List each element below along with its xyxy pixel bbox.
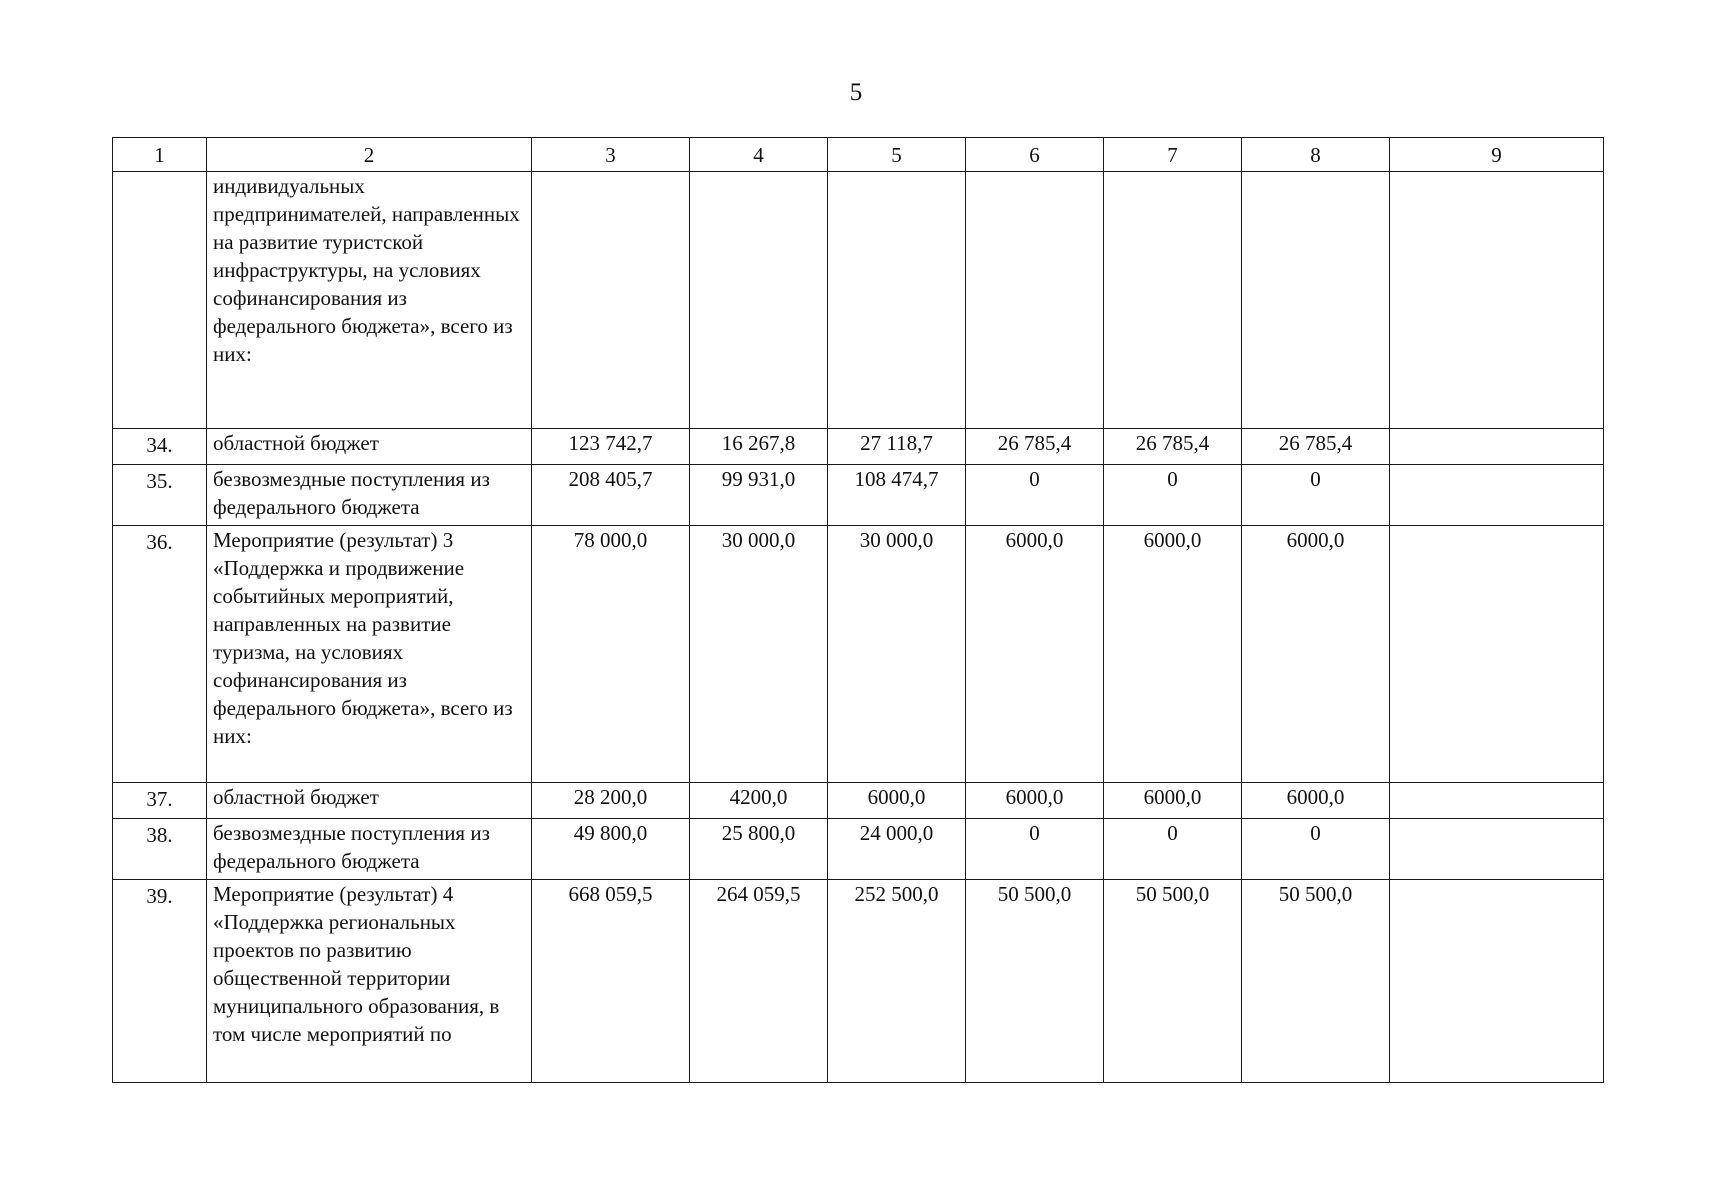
value-col-3: 668 059,5 [532,880,690,1083]
value-col-6: 0 [966,465,1104,526]
value-col-6: 26 785,4 [966,429,1104,465]
value-col-4: 99 931,0 [690,465,828,526]
value-col-9 [1390,172,1604,429]
table-row-continuation [113,172,1604,429]
column-header-3: 3 [532,138,690,172]
value-col-3: 28 200,0 [532,783,690,819]
value-col-4: 25 800,0 [690,819,828,880]
value-col-4: 16 267,8 [690,429,828,465]
row-number: 38. [113,819,207,880]
value-col-6 [966,172,1104,429]
value-col-7 [1104,172,1242,429]
value-col-9 [1390,880,1604,1083]
value-col-5: 252 500,0 [828,880,966,1083]
value-col-6: 50 500,0 [966,880,1104,1083]
value-col-6: 6000,0 [966,783,1104,819]
value-col-3: 208 405,7 [532,465,690,526]
value-col-7: 0 [1104,819,1242,880]
column-header-2: 2 [207,138,532,172]
row-number: 35. [113,465,207,526]
value-col-8: 0 [1242,819,1390,880]
row-name: областной бюджет [207,783,532,819]
value-col-7: 0 [1104,465,1242,526]
budget-table [112,137,1604,1083]
row-number: 36. [113,526,207,783]
column-header-4: 4 [690,138,828,172]
table-row-35 [113,465,1604,526]
value-col-4: 4200,0 [690,783,828,819]
column-header-6: 6 [966,138,1104,172]
header-row [113,138,1604,172]
table-row-34 [113,429,1604,465]
row-name: индивидуальных предпринимателей, направленных на развитие туристской инфраструктуры, на условиях софинансирования из федерального бюджета», всего из них: [207,172,532,429]
value-col-3: 49 800,0 [532,819,690,880]
value-col-6: 6000,0 [966,526,1104,783]
value-col-9 [1390,819,1604,880]
value-col-3: 78 000,0 [532,526,690,783]
row-number: 37. [113,783,207,819]
value-col-4: 264 059,5 [690,880,828,1083]
row-number: 34. [113,429,207,465]
table-row-39 [113,880,1604,1083]
row-number: 39. [113,880,207,1083]
value-col-5: 30 000,0 [828,526,966,783]
value-col-9 [1390,429,1604,465]
value-col-8: 50 500,0 [1242,880,1390,1083]
column-header-5: 5 [828,138,966,172]
value-col-4 [690,172,828,429]
value-col-7: 6000,0 [1104,783,1242,819]
row-name: безвозмездные поступления из федерального бюджета [207,819,532,880]
value-col-5: 6000,0 [828,783,966,819]
value-col-8: 0 [1242,465,1390,526]
value-col-5: 108 474,7 [828,465,966,526]
row-name: областной бюджет [207,429,532,465]
value-col-9 [1390,783,1604,819]
column-header-8: 8 [1242,138,1390,172]
value-col-8: 6000,0 [1242,783,1390,819]
table-row-36 [113,526,1604,783]
value-col-3 [532,172,690,429]
value-col-7: 6000,0 [1104,526,1242,783]
row-number [113,172,207,429]
value-col-9 [1390,526,1604,783]
value-col-9 [1390,465,1604,526]
row-name: безвозмездные поступления из федерального бюджета [207,465,532,526]
value-col-4: 30 000,0 [690,526,828,783]
value-col-5 [828,172,966,429]
page-number: 5 [849,79,863,106]
value-col-8 [1242,172,1390,429]
value-col-3: 123 742,7 [532,429,690,465]
table-row-38 [113,819,1604,880]
value-col-8: 6000,0 [1242,526,1390,783]
column-header-9: 9 [1390,138,1604,172]
row-name: Мероприятие (результат) 3 «Поддержка и продвижение событийных мероприятий, направленных на развитие туризма, на условиях софинансирования из федерального бюджета», всего из них: [207,526,532,783]
row-name: Мероприятие (результат) 4 «Поддержка региональных проектов по развитию общественной территории муниципального образования, в том числе мероприятий по [207,880,532,1083]
value-col-5: 27 118,7 [828,429,966,465]
column-header-7: 7 [1104,138,1242,172]
value-col-7: 26 785,4 [1104,429,1242,465]
column-header-1: 1 [113,138,207,172]
value-col-5: 24 000,0 [828,819,966,880]
value-col-8: 26 785,4 [1242,429,1390,465]
table-row-37 [113,783,1604,819]
value-col-7: 50 500,0 [1104,880,1242,1083]
value-col-6: 0 [966,819,1104,880]
